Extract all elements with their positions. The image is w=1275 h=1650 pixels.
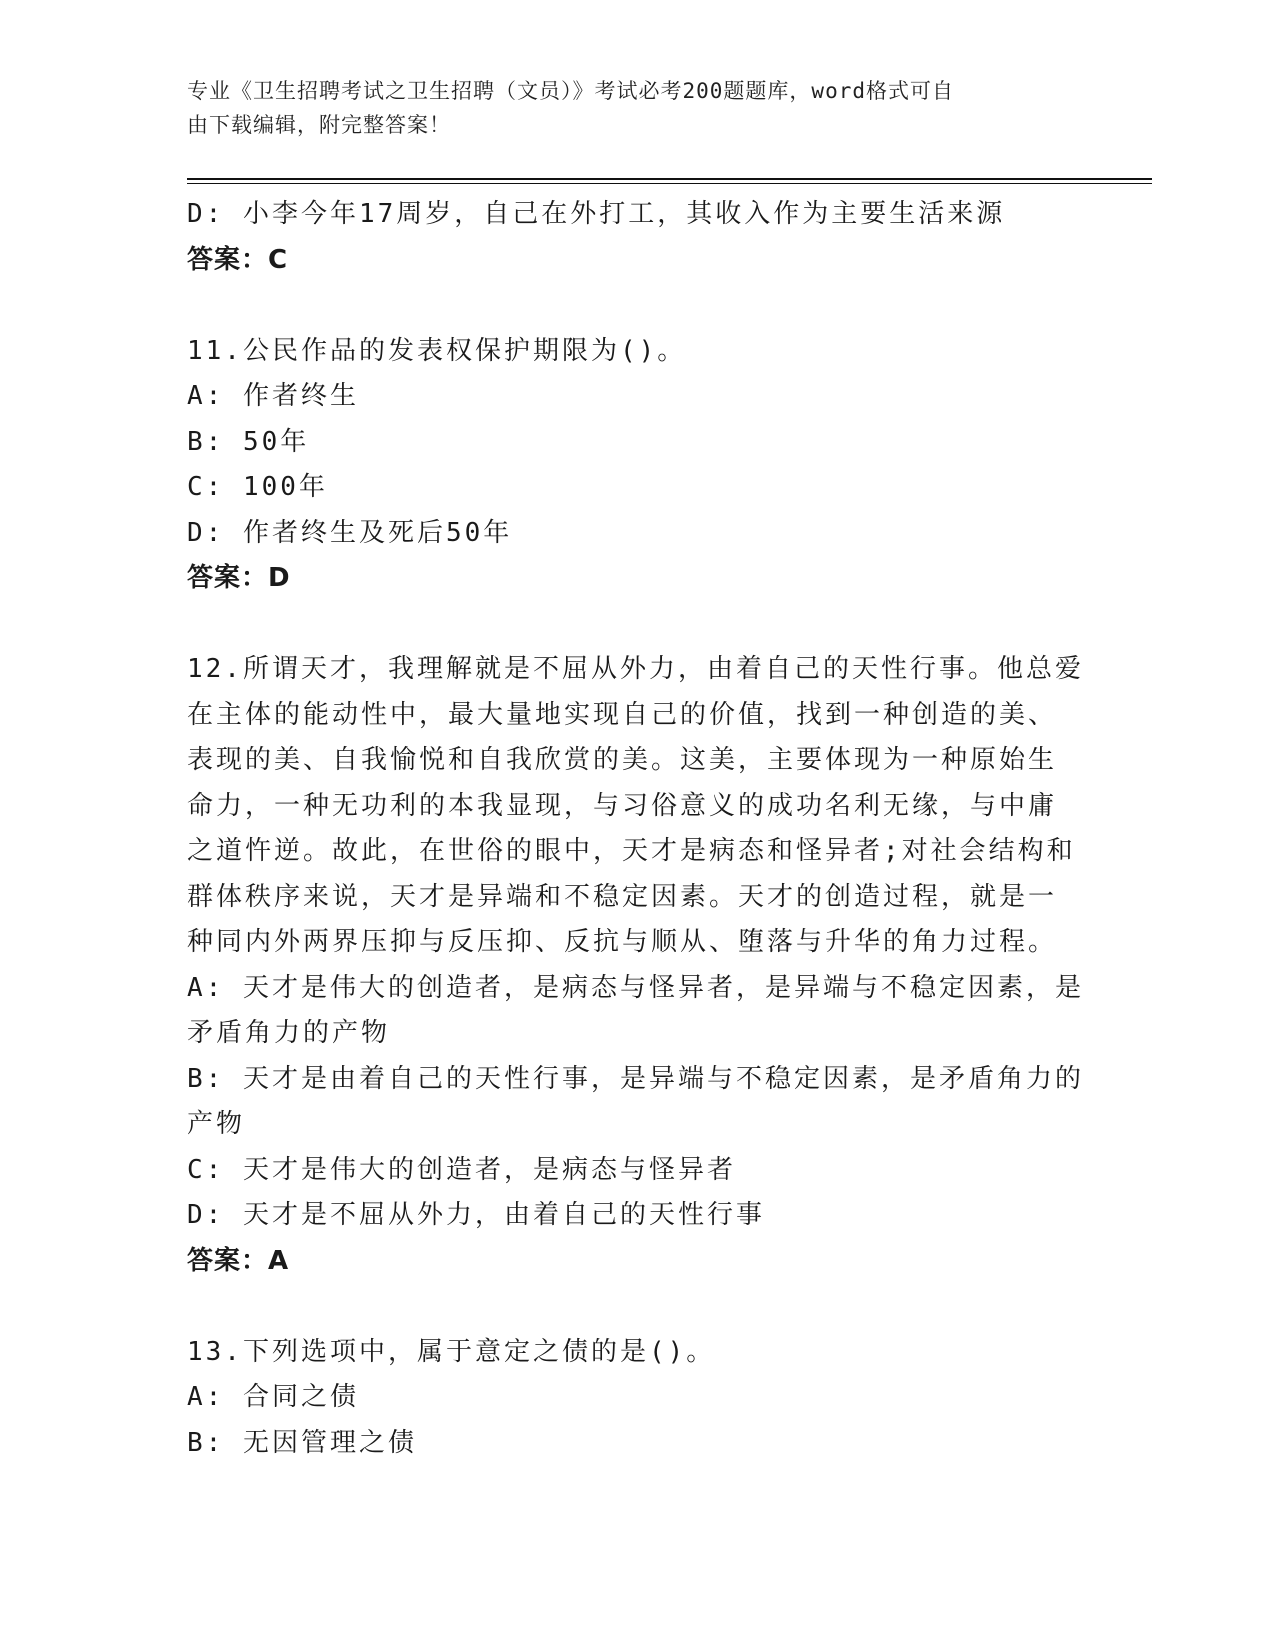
question-10-tail	[187, 192, 1087, 283]
q13-option-b: B: 无因管理之债	[187, 1427, 417, 1458]
q12-option-a-line: 矛盾角力的产物	[187, 1018, 391, 1048]
q10-answer: 答案：C	[187, 244, 289, 275]
q12-question-line: 群体秩序来说，天才是异端和不稳定因素。天才的创造过程，就是一	[187, 881, 1058, 912]
header-line-1: 专业《卫生招聘考试之卫生招聘（文员）》考试必考200题题库，word格式可自	[187, 79, 954, 103]
q11-option-c: C: 100年	[187, 472, 328, 502]
q12-question-line: 表现的美、自我愉悦和自我欣赏的美。这美，主要体现为一种原始生	[187, 745, 1058, 775]
q11-answer: 答案：D	[187, 563, 291, 593]
q11-option-b: B: 50年	[187, 426, 310, 457]
question-12	[187, 647, 1087, 1284]
q10-option-d: D: 小李今年17周岁，自己在外打工，其收入作为主要生活来源	[187, 199, 1006, 229]
spacer	[187, 602, 1087, 648]
document-header	[187, 74, 1067, 142]
header-line-2: 由下载编辑，附完整答案！	[187, 113, 451, 137]
q12-option-a-line: A: 天才是伟大的创造者，是病态与怪异者，是异端与不稳定因素，是	[187, 972, 1084, 1003]
q11-option-d: D: 作者终生及死后50年	[187, 517, 513, 548]
header-divider-thin	[187, 183, 1152, 184]
q12-option-d: D: 天才是不屈从外力，由着自己的天性行事	[187, 1200, 765, 1230]
q12-question-line: 种同内外两界压抑与反压抑、反抗与顺从、堕落与升华的角力过程。	[187, 927, 1058, 957]
q12-question-line: 命力，一种无功利的本我显现，与习俗意义的成功名利无缘，与中庸	[187, 790, 1058, 821]
q13-option-a: A: 合同之债	[187, 1382, 359, 1412]
q12-answer: 答案：A	[187, 1245, 290, 1276]
spacer	[187, 283, 1087, 329]
header-divider-thick	[187, 178, 1152, 180]
q12-option-b-line: B: 天才是由着自己的天性行事，是异端与不稳定因素，是矛盾角力的	[187, 1063, 1084, 1094]
q12-option-c: C: 天才是伟大的创造者，是病态与怪异者	[187, 1154, 736, 1185]
question-11	[187, 329, 1087, 602]
q11-option-a: A: 作者终生	[187, 381, 359, 411]
q13-question: 13.下列选项中，属于意定之债的是()。	[187, 1336, 716, 1367]
q12-option-b-line: 产物	[187, 1109, 246, 1139]
document-body	[187, 192, 1087, 1466]
spacer	[187, 1284, 1087, 1330]
q11-question: 11.公民作品的发表权保护期限为()。	[187, 335, 687, 366]
q12-question-line: 在主体的能动性中，最大量地实现自己的价值，找到一种创造的美、	[187, 699, 1058, 730]
q12-question-line: 之道忤逆。故此，在世俗的眼中，天才是病态和怪异者;对社会结构和	[187, 836, 1076, 866]
question-13	[187, 1330, 1087, 1467]
q12-question-line: 12.所谓天才，我理解就是不屈从外力，由着自己的天性行事。他总爱	[187, 654, 1084, 684]
